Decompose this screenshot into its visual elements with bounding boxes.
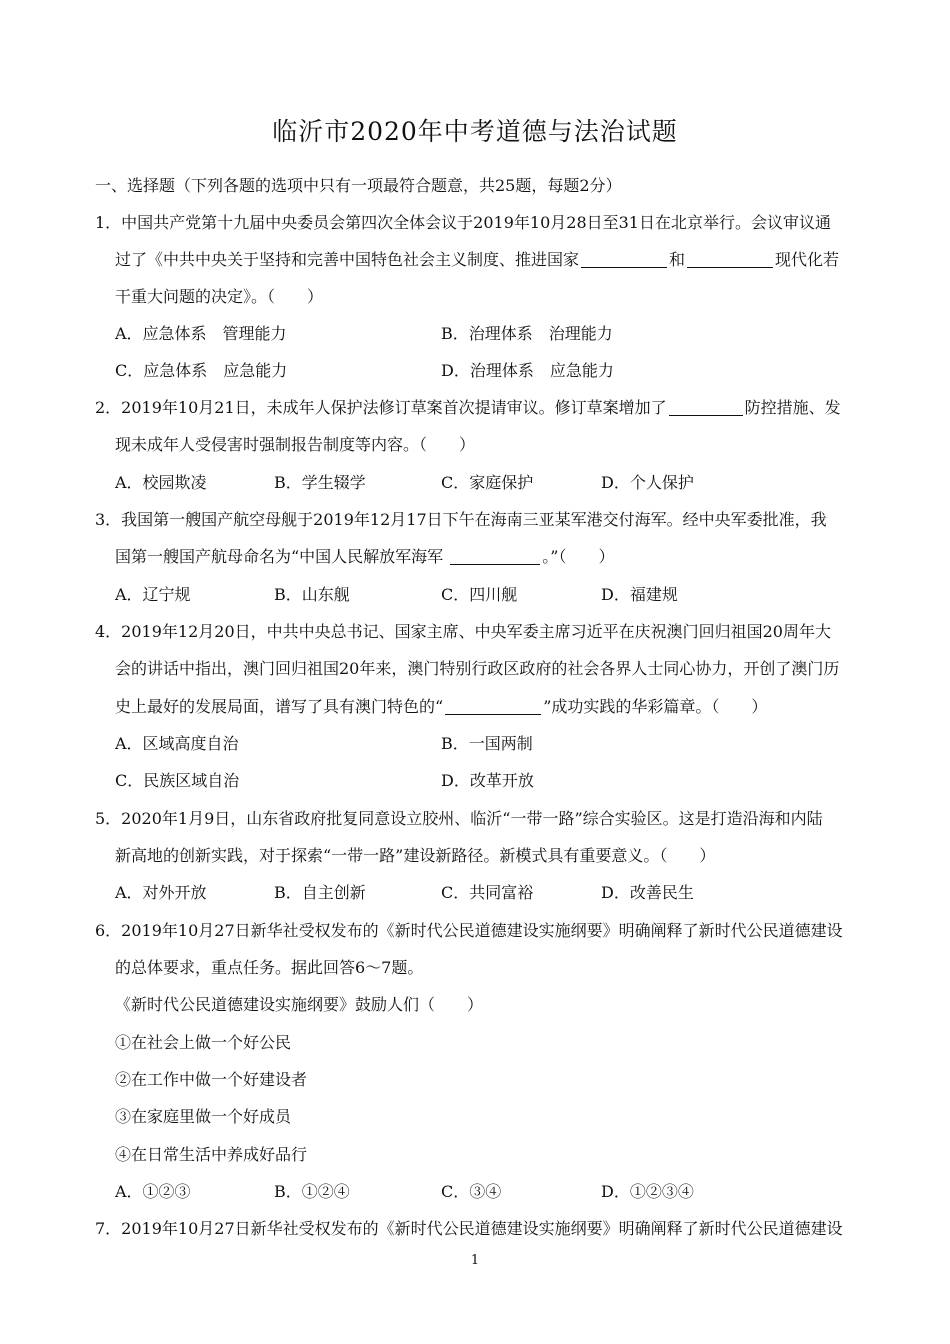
q3-option-a: A．辽宁规 [115,585,191,604]
q5-line2: 新高地的创新实践，对于探索“一带一路”建设新路径。新模式具有重要意义。（ ） [115,846,716,865]
q3-option-d: D．福建规 [601,585,678,604]
q2-option-a: A．校园欺凌 [115,473,207,492]
q2-line1 [95,397,841,419]
answer-blank [581,251,667,268]
q2-option-c: C．家庭保护 [441,473,534,492]
q4-line3-text-a: 史上最好的发展局面，谱写了具有澳门特色的“ [115,697,444,716]
q1-option-c: C．应急体系 应急能力 [115,361,288,380]
q4-option-b: B．一国两制 [441,734,533,753]
q6-option-d: D．①②③④ [601,1182,694,1201]
q5-option-d: D．改善民生 [601,883,694,902]
q2-line1-text-b: 防控措施、发 [744,398,841,417]
q6-item-3: ③在家庭里做一个好成员 [115,1107,292,1126]
q2-line2: 现未成年人受侵害时强制报告制度等内容。（ ） [115,435,476,454]
q2-line1-text-a: 2．2019年10月21日，未成年人保护法修订草案首次提请审议。修订草案增加了 [95,398,667,417]
q5-option-c: C．共同富裕 [441,883,534,902]
q3-line2 [115,546,614,568]
q4-line3-text-b: ”成功实践的华彩篇章。（ ） [543,697,768,716]
q6-line2: 的总体要求，重点任务。据此回答6～7题。 [115,958,424,977]
q6-line1: 6．2019年10月27日新华社受权发布的《新时代公民道德建设实施纲要》明确阐释了新时代公民道德建设 [95,921,843,940]
section-heading: 一、选择题（下列各题的选项中只有一项最符合题意，共25题，每题2分） [95,176,622,195]
q1-line3: 干重大问题的决定》。（ ） [115,287,324,306]
q4-option-a: A．区域高度自治 [115,734,239,753]
q3-line1: 3．我国第一艘国产航空母舰于2019年12月17日下午在海南三亚某军港交付海军。经中央军委批准，我 [95,510,827,529]
answer-blank [687,251,773,268]
answer-blank [450,548,540,565]
q1-option-a: A．应急体系 管理能力 [115,324,287,343]
q5-option-a: A．对外开放 [115,883,207,902]
q5-line1: 5．2020年1月9日，山东省政府批复同意设立胶州、临沂“一带一路”综合实验区。这是打造沿海和内陆 [95,809,823,828]
q6-item-2: ②在工作中做一个好建设者 [115,1070,308,1089]
q1-line2-text-b: 和 [669,250,686,269]
q3-option-c: C．四川舰 [441,585,518,604]
q6-item-4: ④在日常生活中养成好品行 [115,1145,308,1164]
q4-line2: 会的讲话中指出，澳门回归祖国20年来，澳门特别行政区政府的社会各界人士同心协力，开创了澳门历 [115,659,840,678]
q3-option-b: B．山东舰 [274,585,350,604]
q4-option-c: C．民族区域自治 [115,771,240,790]
q1-line2-text-a: 过了《中共中央关于坚持和完善中国特色社会主义制度、推进国家 [115,250,580,269]
q3-line2-text-a: 国第一艘国产航母命名为“中国人民解放军海军 [115,547,444,566]
page-title: 临沂市2020年中考道德与法治试题 [272,117,678,146]
q1-option-b: B．治理体系 治理能力 [441,324,613,343]
answer-blank [669,399,743,416]
answer-blank [445,698,541,715]
page-number: 1 [470,1253,480,1268]
q6-option-a: A．①②③ [115,1182,191,1201]
q5-option-b: B．自主创新 [274,883,366,902]
q6-option-b: B．①②④ [274,1182,350,1201]
q7-line1: 7．2019年10月27日新华社受权发布的《新时代公民道德建设实施纲要》明确阐释了新时代公民道德建设 [95,1219,843,1238]
q4-line1: 4．2019年12月20日，中共中央总书记、国家主席、中央军委主席习近平在庆祝澳门回归祖国20周年大 [95,622,831,641]
q1-line2-text-c: 现代化若 [775,250,840,269]
q3-line2-text-b: 。”（ ） [542,547,615,566]
q1-line2 [115,249,839,271]
q6-option-c: C．③④ [441,1182,502,1201]
q4-line3 [115,696,767,718]
q2-option-d: D．个人保护 [601,473,694,492]
q1-option-d: D．治理体系 应急能力 [441,361,614,380]
q2-option-b: B．学生辍学 [274,473,366,492]
q6-item-1: ①在社会上做一个好公民 [115,1033,292,1052]
q1-line1: 1．中国共产党第十九届中央委员会第四次全体会议于2019年10月28日至31日在北京举行。会议审议通 [95,213,831,232]
q4-option-d: D．改革开放 [441,771,534,790]
q6-stem: 《新时代公民道德建设实施纲要》鼓励人们（ ） [115,995,484,1014]
